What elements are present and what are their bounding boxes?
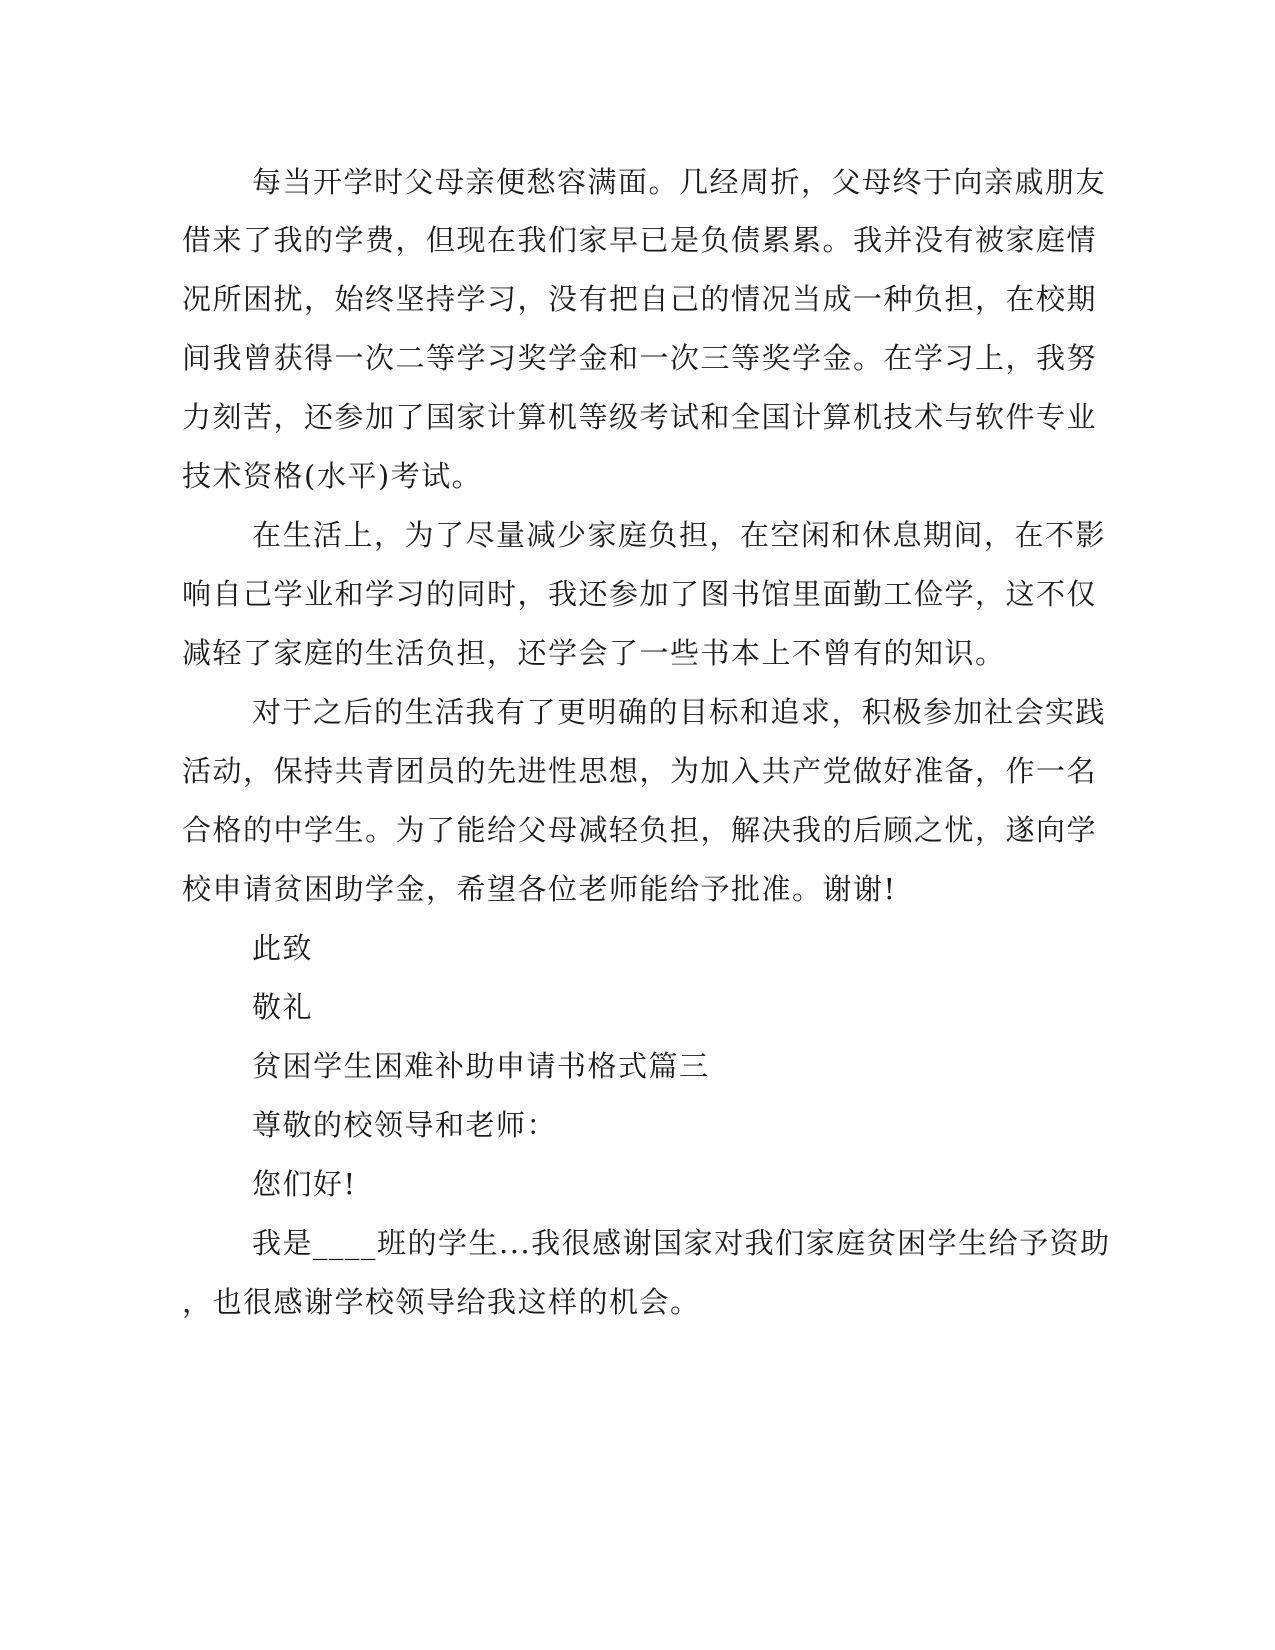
paragraph-line: 校申请贫困助学金，希望各位老师能给予批准。谢谢!: [182, 872, 897, 906]
paragraph-line: 每当开学时父母亲便愁容满面。几经周折，父母终于向亲戚朋友: [252, 165, 1107, 199]
paragraph-line: 对于之后的生活我有了更明确的目标和追求，积极参加社会实践: [252, 695, 1107, 729]
paragraph-line: 我是____班的学生...我很感谢国家对我们家庭贫困学生给予资助: [252, 1226, 1111, 1260]
greeting-recipient: 尊敬的校领导和老师：: [252, 1108, 558, 1142]
closing-salutation: 此致: [252, 931, 314, 965]
paragraph-line: 活动，保持共青团员的先进性思想，为加入共产党做好准备，作一名: [182, 754, 1098, 788]
paragraph-line: 技术资格(水平)考试。: [182, 459, 483, 493]
closing-regards: 敬礼: [252, 990, 314, 1024]
greeting-hello: 您们好!: [252, 1167, 357, 1201]
paragraph-line: 合格的中学生。为了能给父母减轻负担，解决我的后顾之忧，遂向学: [182, 813, 1098, 847]
paragraph-line: 间我曾获得一次二等学习奖学金和一次三等奖学金。在学习上，我努: [182, 341, 1098, 375]
section-heading: 贫困学生困难补助申请书格式篇三: [252, 1049, 710, 1083]
paragraph-line: 借来了我的学费，但现在我们家早已是负债累累。我并没有被家庭情: [182, 223, 1098, 257]
paragraph-line: 在生活上，为了尽量减少家庭负担，在空闲和休息期间，在不影: [252, 518, 1107, 552]
paragraph-line: 减轻了家庭的生活负担，还学会了一些书本上不曾有的知识。: [182, 636, 1006, 670]
paragraph-line: 力刻苦，还参加了国家计算机等级考试和全国计算机技术与软件专业: [182, 400, 1098, 434]
paragraph-line: ，也很感谢学校领导给我这样的机会。: [182, 1285, 701, 1319]
paragraph-line: 响自己学业和学习的同时，我还参加了图书馆里面勤工俭学，这不仅: [182, 577, 1098, 611]
paragraph-line: 况所困扰，始终坚持学习，没有把自己的情况当成一种负担，在校期: [182, 282, 1098, 316]
